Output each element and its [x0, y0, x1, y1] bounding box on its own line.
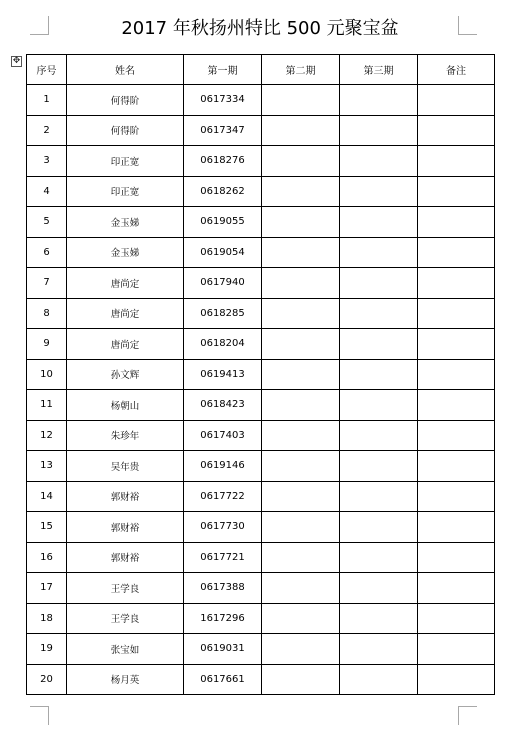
cell-no: 7	[27, 268, 67, 299]
cell-period-2	[262, 237, 340, 268]
table-header-row	[27, 55, 495, 85]
cell-name: 何得阶	[67, 115, 184, 146]
table-row	[27, 329, 495, 360]
cell-note	[418, 268, 495, 299]
cell-no: 11	[27, 390, 67, 421]
header-name: 姓名	[67, 55, 184, 85]
table-row	[27, 512, 495, 543]
cell-no: 10	[27, 359, 67, 390]
cell-period-2	[262, 176, 340, 207]
cell-period-3	[340, 542, 418, 573]
margin-corner-bottom-left	[30, 706, 49, 725]
cell-period-2	[262, 481, 340, 512]
cell-no: 17	[27, 573, 67, 604]
cell-period-2	[262, 451, 340, 482]
cell-period-3	[340, 176, 418, 207]
cell-name: 唐尚定	[67, 298, 184, 329]
cell-no: 6	[27, 237, 67, 268]
cell-period-2	[262, 298, 340, 329]
cell-no: 3	[27, 146, 67, 177]
cell-no: 14	[27, 481, 67, 512]
cell-period-1: 0619031	[184, 634, 262, 665]
cell-note	[418, 420, 495, 451]
cell-period-3	[340, 359, 418, 390]
cell-period-2	[262, 115, 340, 146]
cell-note	[418, 85, 495, 116]
cell-period-1: 0618262	[184, 176, 262, 207]
cell-no: 9	[27, 329, 67, 360]
cell-note	[418, 542, 495, 573]
cell-note	[418, 512, 495, 543]
cell-no: 19	[27, 634, 67, 665]
table-row	[27, 634, 495, 665]
cell-period-3	[340, 237, 418, 268]
cell-period-1: 0617661	[184, 664, 262, 695]
cell-period-3	[340, 603, 418, 634]
cell-no: 2	[27, 115, 67, 146]
cell-period-1: 0617347	[184, 115, 262, 146]
table-row	[27, 573, 495, 604]
document-title: 2017 年秋扬州特比 500 元聚宝盆	[121, 18, 399, 39]
cell-period-1: 0617334	[184, 85, 262, 116]
cell-note	[418, 451, 495, 482]
cell-period-1: 0618276	[184, 146, 262, 177]
cell-period-3	[340, 146, 418, 177]
cell-period-1: 0619054	[184, 237, 262, 268]
table-row	[27, 664, 495, 695]
cell-note	[418, 573, 495, 604]
cell-name: 印正宽	[67, 176, 184, 207]
table-row	[27, 603, 495, 634]
cell-name: 朱珍年	[67, 420, 184, 451]
cell-name: 唐尚定	[67, 329, 184, 360]
cell-name: 金玉娣	[67, 207, 184, 238]
cell-note	[418, 390, 495, 421]
cell-name: 王学良	[67, 573, 184, 604]
cell-period-1: 0618204	[184, 329, 262, 360]
table-row	[27, 207, 495, 238]
cell-period-1: 0617940	[184, 268, 262, 299]
cell-no: 12	[27, 420, 67, 451]
cell-name: 张宝如	[67, 634, 184, 665]
cell-name: 何得阶	[67, 85, 184, 116]
cell-period-3	[340, 451, 418, 482]
margin-corner-bottom-right	[458, 706, 477, 725]
cell-period-2	[262, 542, 340, 573]
table-row	[27, 298, 495, 329]
cell-note	[418, 298, 495, 329]
cell-period-3	[340, 207, 418, 238]
table-move-handle-icon[interactable]: ✥	[12, 56, 21, 66]
cell-period-1: 0619413	[184, 359, 262, 390]
table-row	[27, 420, 495, 451]
cell-note	[418, 176, 495, 207]
cell-name: 杨月英	[67, 664, 184, 695]
cell-note	[418, 664, 495, 695]
cell-period-1: 0619146	[184, 451, 262, 482]
table-row	[27, 542, 495, 573]
table-row	[27, 115, 495, 146]
cell-period-3	[340, 664, 418, 695]
cell-no: 18	[27, 603, 67, 634]
table-row	[27, 268, 495, 299]
cell-note	[418, 634, 495, 665]
cell-period-3	[340, 390, 418, 421]
header-period-2: 第二期	[262, 55, 340, 85]
table-row	[27, 359, 495, 390]
cell-period-2	[262, 329, 340, 360]
cell-name: 印正宽	[67, 146, 184, 177]
cell-period-2	[262, 634, 340, 665]
cell-period-3	[340, 115, 418, 146]
cell-no: 8	[27, 298, 67, 329]
cell-no: 15	[27, 512, 67, 543]
cell-no: 4	[27, 176, 67, 207]
cell-name: 郭财裕	[67, 481, 184, 512]
cell-name: 郭财裕	[67, 512, 184, 543]
cell-period-3	[340, 268, 418, 299]
cell-period-1: 0619055	[184, 207, 262, 238]
table-row	[27, 176, 495, 207]
cell-period-2	[262, 359, 340, 390]
cell-period-2	[262, 664, 340, 695]
cell-period-3	[340, 85, 418, 116]
cell-no: 13	[27, 451, 67, 482]
cell-name: 王学良	[67, 603, 184, 634]
header-period-3: 第三期	[340, 55, 418, 85]
cell-period-1: 1617296	[184, 603, 262, 634]
cell-name: 唐尚定	[67, 268, 184, 299]
cell-period-3	[340, 329, 418, 360]
cell-period-2	[262, 207, 340, 238]
cell-period-1: 0618285	[184, 298, 262, 329]
cell-name: 金玉娣	[67, 237, 184, 268]
cell-period-1: 0617403	[184, 420, 262, 451]
cell-note	[418, 207, 495, 238]
cell-note	[418, 359, 495, 390]
header-note: 备注	[418, 55, 495, 85]
table-row	[27, 481, 495, 512]
ticket-table	[26, 54, 495, 695]
cell-name: 杨朝山	[67, 390, 184, 421]
cell-no: 20	[27, 664, 67, 695]
cell-period-2	[262, 268, 340, 299]
cell-period-3	[340, 420, 418, 451]
cell-period-3	[340, 573, 418, 604]
cell-note	[418, 146, 495, 177]
table-row	[27, 146, 495, 177]
cell-no: 5	[27, 207, 67, 238]
cell-note	[418, 481, 495, 512]
cell-no: 16	[27, 542, 67, 573]
cell-note	[418, 329, 495, 360]
cell-name: 孙文辉	[67, 359, 184, 390]
cell-period-1: 0617722	[184, 481, 262, 512]
cell-period-2	[262, 85, 340, 116]
header-period-1: 第一期	[184, 55, 262, 85]
cell-period-1: 0617388	[184, 573, 262, 604]
table-row	[27, 451, 495, 482]
cell-period-3	[340, 512, 418, 543]
cell-period-3	[340, 634, 418, 665]
cell-no: 1	[27, 85, 67, 116]
cell-period-2	[262, 512, 340, 543]
cell-period-2	[262, 603, 340, 634]
table-row	[27, 85, 495, 116]
cell-period-1: 0618423	[184, 390, 262, 421]
cell-period-3	[340, 481, 418, 512]
cell-period-3	[340, 298, 418, 329]
table-row	[27, 390, 495, 421]
cell-period-1: 0617730	[184, 512, 262, 543]
cell-note	[418, 115, 495, 146]
table-row	[27, 237, 495, 268]
cell-period-1: 0617721	[184, 542, 262, 573]
cell-name: 吴年贵	[67, 451, 184, 482]
cell-period-2	[262, 420, 340, 451]
cell-period-2	[262, 146, 340, 177]
header-no: 序号	[27, 55, 67, 85]
cell-period-2	[262, 390, 340, 421]
cell-period-2	[262, 573, 340, 604]
cell-note	[418, 603, 495, 634]
cell-note	[418, 237, 495, 268]
cell-name: 郭财裕	[67, 542, 184, 573]
